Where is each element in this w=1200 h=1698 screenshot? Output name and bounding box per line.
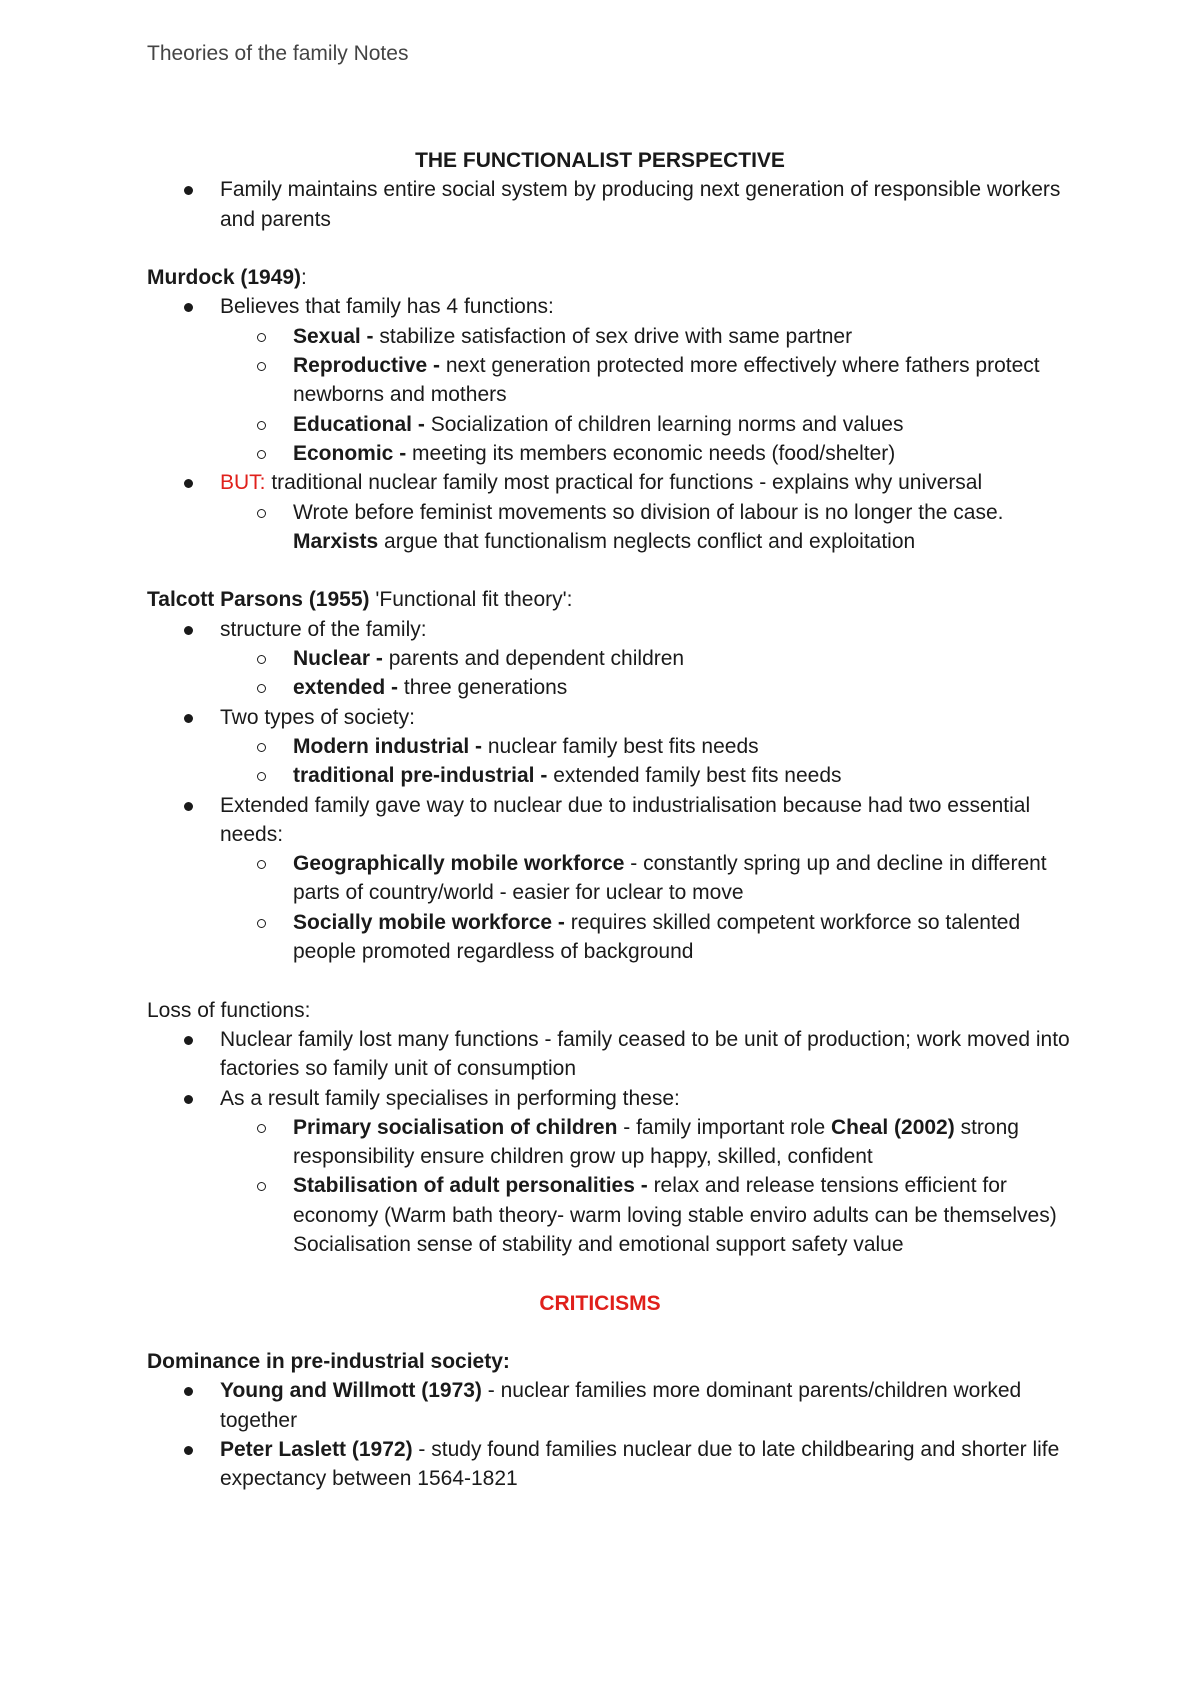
sub-list-item: Nuclear - parents and dependent children [147, 644, 1087, 673]
murdock-heading: Murdock (1949): [147, 266, 307, 290]
bullet-icon [184, 802, 193, 811]
loss-heading: Loss of functions: [147, 998, 311, 1022]
sub-list-item: extended - three generations [147, 673, 1087, 702]
circle-bullet-icon [257, 919, 266, 928]
bullet-icon [184, 1036, 193, 1045]
bullet-icon [184, 186, 193, 195]
list-item: Nuclear family lost many functions - family ceased to be unit of production; work moved into factories so family unit of consumption [147, 1025, 1087, 1084]
criticisms-heading: CRITICISMS [539, 1291, 661, 1315]
list-item: Believes that family has 4 functions: [147, 292, 1087, 321]
circle-bullet-icon [257, 333, 266, 342]
list-item: Extended family gave way to nuclear due to industrialisation because had two essential needs: [147, 791, 1087, 850]
bullet-icon [184, 1446, 193, 1455]
sub-list-item: Modern industrial - nuclear family best fits needs [147, 732, 1087, 761]
sub-list-item: traditional pre-industrial - extended family best fits needs [147, 761, 1087, 790]
circle-bullet-icon [257, 743, 266, 752]
circle-bullet-icon [257, 450, 266, 459]
list-item: Young and Willmott (1973) - nuclear families more dominant parents/children worked together [147, 1376, 1087, 1435]
bullet-icon [184, 479, 193, 488]
parsons-heading: Talcott Parsons (1955) 'Functional fit theory': [147, 588, 573, 612]
bullet-icon [184, 1387, 193, 1396]
bullet-icon [184, 1095, 193, 1104]
sub-list-item: Stabilisation of adult personalities - relax and release tensions efficient for economy (Warm bath theory- warm loving stable enviro adults can be themselves) Socialisation sense of stability and emotional support safety value [147, 1171, 1087, 1259]
circle-bullet-icon [257, 1124, 266, 1133]
bullet-icon [184, 714, 193, 723]
circle-bullet-icon [257, 772, 266, 781]
sub-list-item: Geographically mobile workforce - constantly spring up and decline in different parts of country/world - easier for uclear to move [147, 849, 1087, 908]
list-item: BUT: traditional nuclear family most practical for functions - explains why universal [147, 468, 1087, 497]
sub-list-item: Socially mobile workforce - requires skilled competent workforce so talented people promoted regardless of background [147, 908, 1087, 967]
bullet-icon [184, 626, 193, 635]
list-item: Peter Laslett (1972) - study found families nuclear due to late childbearing and shorter life expectancy between 1564-1821 [147, 1435, 1087, 1494]
circle-bullet-icon [257, 421, 266, 430]
document-body [147, 146, 1087, 1494]
sub-list-item: Primary socialisation of children - family important role Cheal (2002) strong responsibility ensure children grow up happy, skilled, confident [147, 1113, 1087, 1172]
circle-bullet-icon [257, 509, 266, 518]
list-item: Two types of society: [147, 703, 1087, 732]
circle-bullet-icon [257, 362, 266, 371]
bullet-icon [184, 303, 193, 312]
circle-bullet-icon [257, 684, 266, 693]
sub-list-item: Economic - meeting its members economic needs (food/shelter) [147, 439, 1087, 468]
list-item: As a result family specialises in performing these: [147, 1084, 1087, 1113]
list-item: Family maintains entire social system by producing next generation of responsible workers and parents [147, 175, 1087, 234]
circle-bullet-icon [257, 1182, 266, 1191]
functionalist-heading: THE FUNCTIONALIST PERSPECTIVE [415, 149, 785, 172]
list-item: structure of the family: [147, 615, 1087, 644]
circle-bullet-icon [257, 655, 266, 664]
document-header: Theories of the family Notes [147, 42, 409, 65]
criticisms-subheading: Dominance in pre-industrial society: [147, 1350, 510, 1374]
sub-list-item: Reproductive - next generation protected more effectively where fathers protect newborns and mothers [147, 351, 1087, 410]
sub-list-item: Sexual - stabilize satisfaction of sex drive with same partner [147, 322, 1087, 351]
sub-list-item: Wrote before feminist movements so division of labour is no longer the case. Marxists argue that functionalism neglects conflict and exploitation [147, 498, 1087, 557]
circle-bullet-icon [257, 860, 266, 869]
sub-list-item: Educational - Socialization of children learning norms and values [147, 410, 1087, 439]
